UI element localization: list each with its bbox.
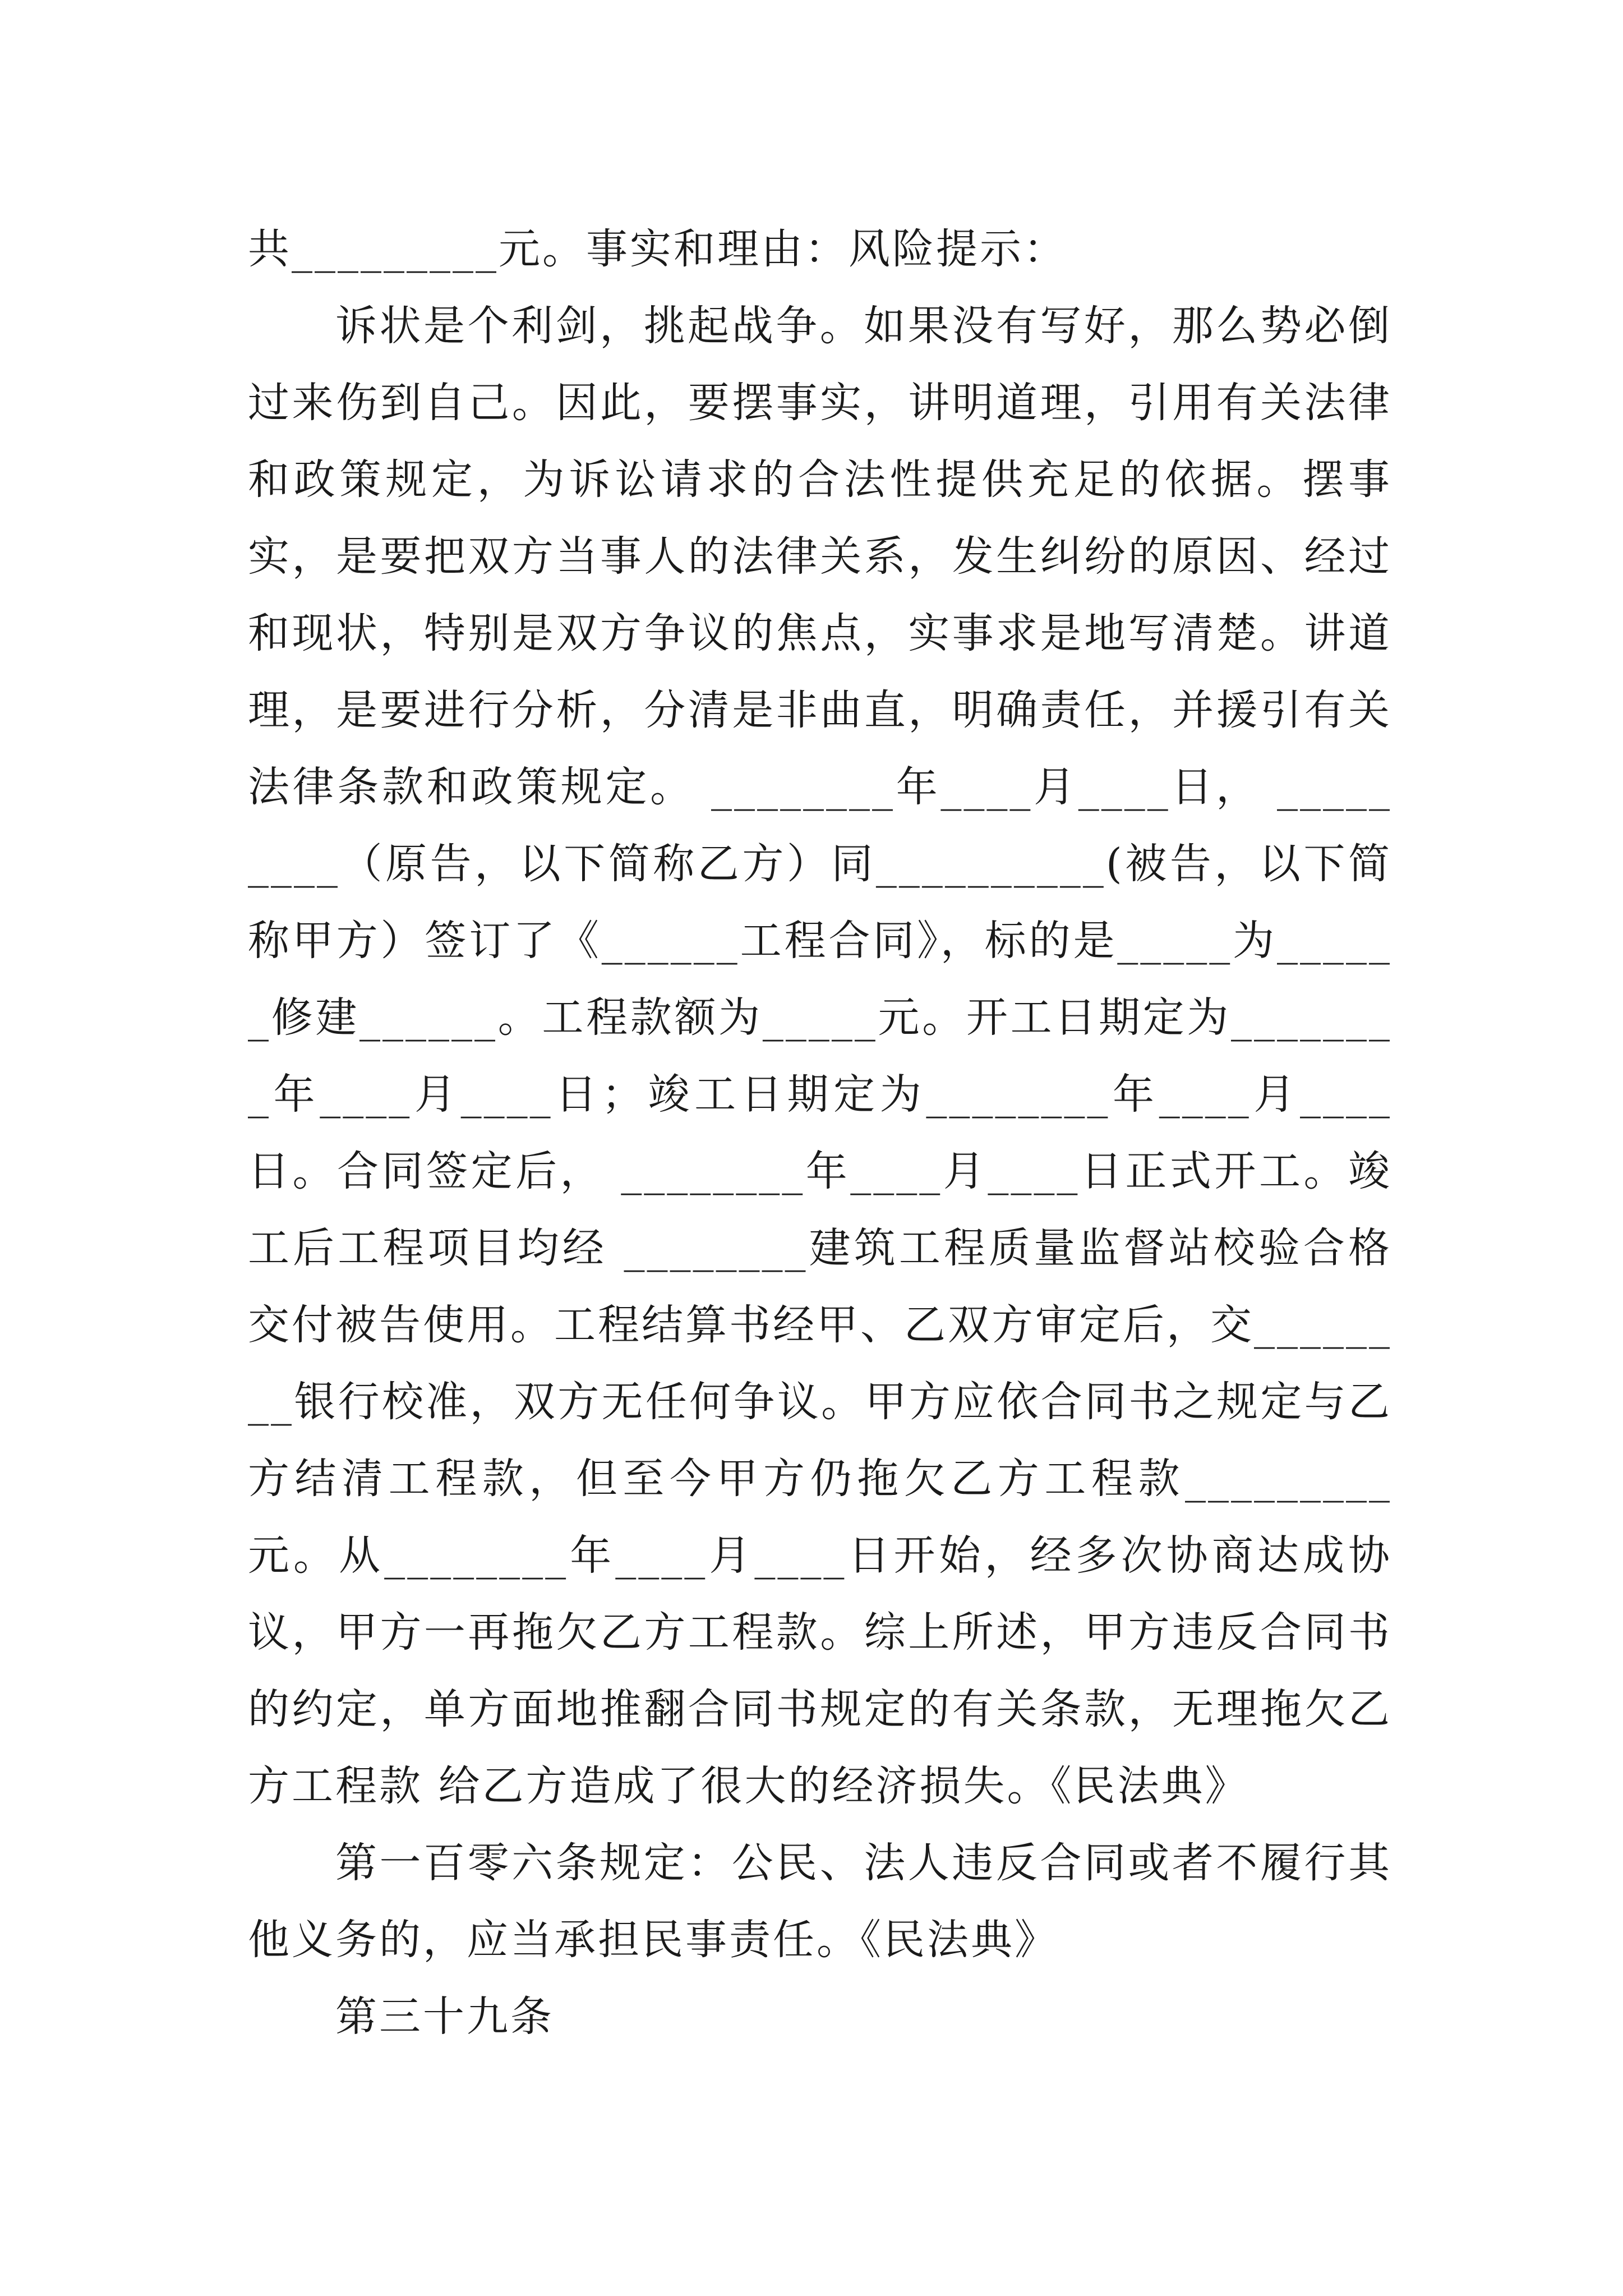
paragraph-claim-amount: 共_________元。事实和理由：风险提示： <box>248 225 1067 273</box>
paragraph-article-106: 第一百零六条规定：公民、法人违反合同或者不履行其他义务的，应当承担民事责任。《民法典》 <box>248 1839 1392 1964</box>
paragraph-article-39: 第三十九条 <box>335 1993 554 2041</box>
paragraph-facts-and-reasons: 诉状是个利剑，挑起战争。如果没有写好，那么势必倒过来伤到自己。因此，要摆事实，讲明道理，引用有关法律和政策规定，为诉讼请求的合法性提供充足的依据。摆事实，是要把双方当事人的法律关系，发生纠纷的原因、经过和现状，特别是双方争议的焦点，实事求是地写清楚。讲道理，是要进行分析，分清是非曲直，明确责任，并援引有关法律条款和政策规定。 ________年____月____日， _________（原告，以下简称乙方）同__________(被告，以下简称甲方）签订了《______工程合同》，标的是_____为______修建______。工程款额为_____元。开工日期定为________年____月____日；竣工日期定为________年____月____日。合同签定后， ________年____月____日正式开工。竣工后工程项目均经 ________建筑工程质量监督站校验合格交付被告使用。工程结算书经甲、乙双方审定后，交________银行校准，双方无任何争议。甲方应依合同书之规定与乙方结清工程款，但至今甲方仍拖欠乙方工程款_________元。从________年____月____日开始，经多次协商达成协议，甲方一再拖欠乙方工程款。综上所述，甲方违反合同书的约定，单方面地推翻合同书规定的有关条款，无理拖欠乙方工程款 给乙方造成了很大的经济损失。《民法典》 <box>248 302 1392 1810</box>
document-body <box>248 211 1392 2055</box>
